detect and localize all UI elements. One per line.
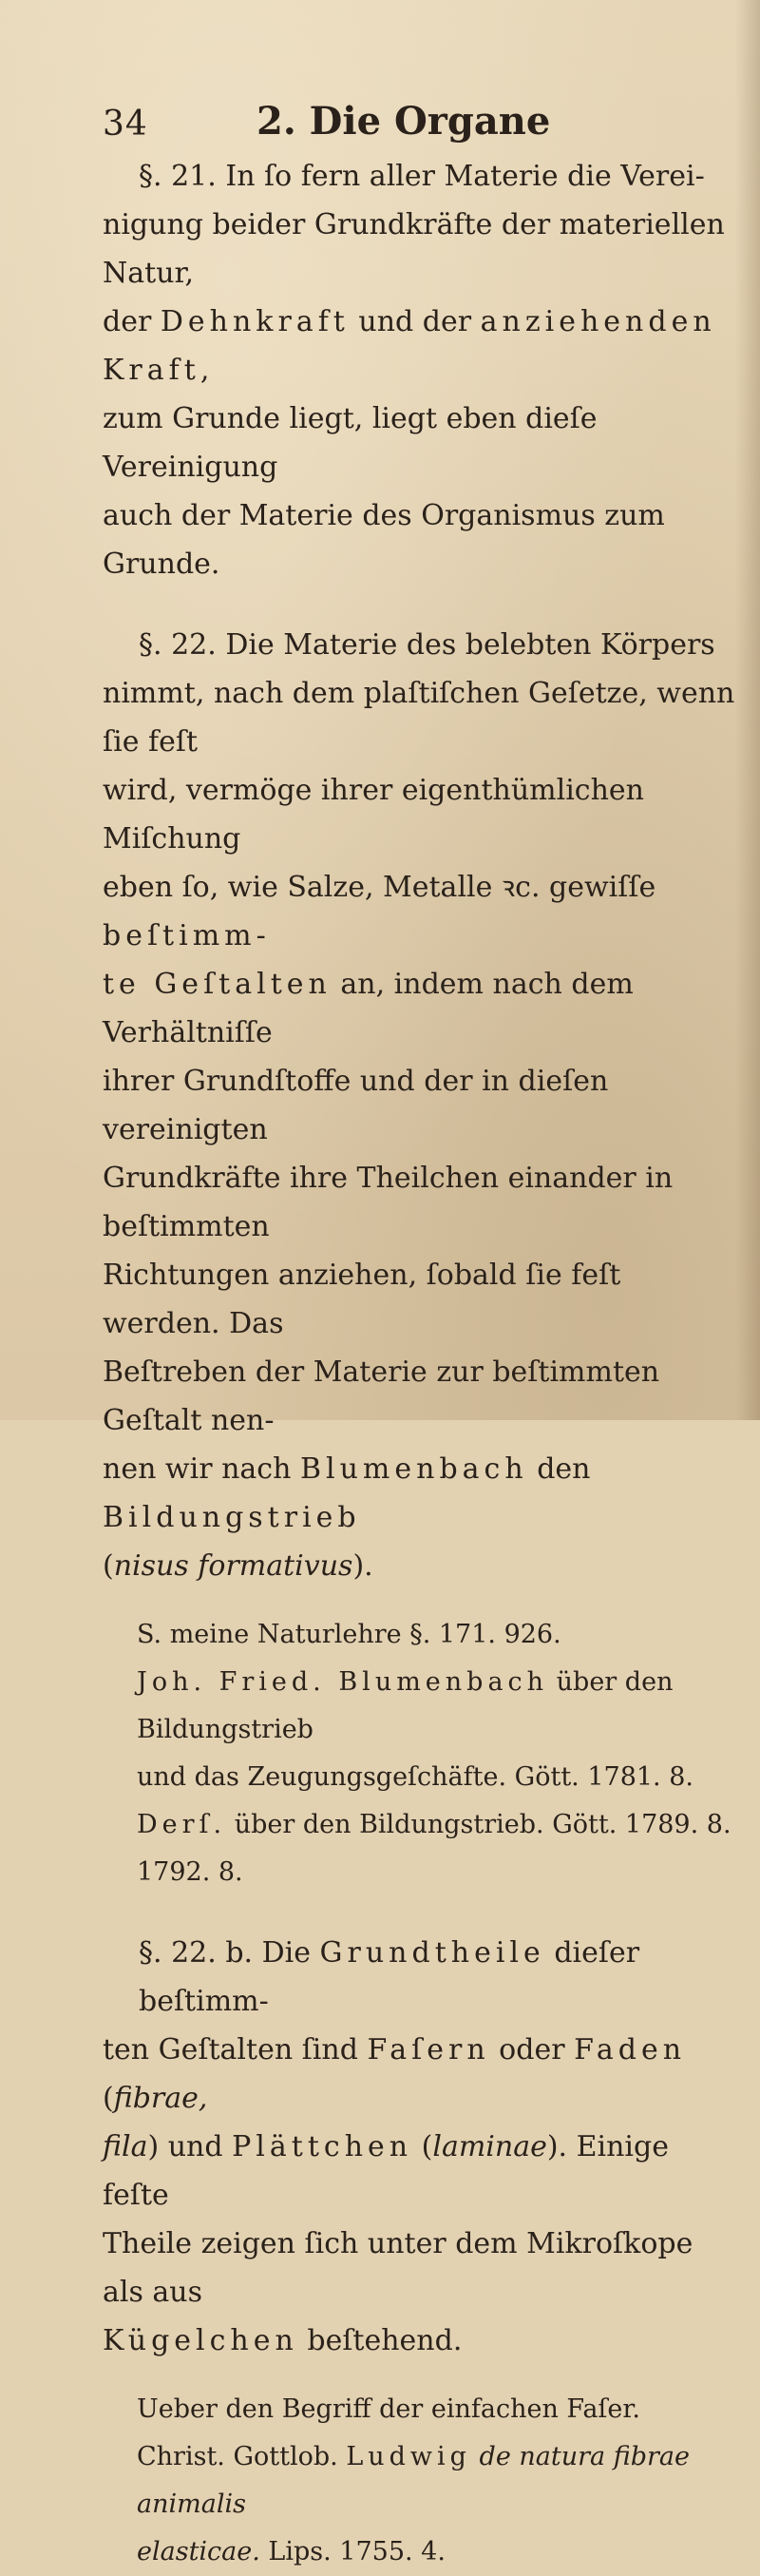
body-text [103,152,739,2576]
line-text: Die [261,1936,320,1970]
line-text: Die Materie des belebten Körpers [225,628,715,662]
page-header [103,91,692,144]
text-line: Richtungen anziehen, ſobald ſie feſt werden. Das [103,1259,621,1340]
spaced-term: Faden [574,2033,687,2067]
line-text: ten Geſtalten ſind [103,2033,368,2067]
section-mark: §. 22. [139,628,217,662]
text-line [103,298,739,394]
text-line [103,621,739,669]
latin-title: de natura fibrae animalis [137,2442,690,2519]
text-line: Grundkräfte ihre Theilchen einander in beſtimmten [103,1162,674,1243]
text-line [103,1929,739,2026]
references-s22b [103,2386,739,2576]
paragraph-s21 [103,152,739,588]
line-text: über den Bildungstrieb [137,1667,674,1744]
spaced-author: Ludwig [346,2442,471,2471]
section-mark: §. 22. b. [139,1936,254,1970]
line-text: ). Einige feſte [103,2130,669,2212]
running-head: 2. Die Organe [256,99,551,144]
line-text: ). [352,1549,373,1583]
spaced-author: Derſ. [137,1810,227,1839]
line-text: ( [412,2130,433,2163]
spaced-term: Dehnkraft [160,305,350,338]
line-text: den [527,1452,591,1486]
text-line: Beſtreben der Materie zur beſtimmten Geſtalt nen- [103,1355,660,1437]
line-text: der [103,305,161,338]
spaced-term: Kügelchen [103,2324,298,2357]
text-line [103,1445,739,1542]
line-text: Lips. 1755. 4. [259,2537,446,2566]
reference-line [103,2528,739,2576]
latin-title: elasticae. [137,2537,260,2566]
text-line [103,960,739,1057]
spaced-author: Joh. Fried. Blumenbach [137,1667,549,1697]
section-mark: §. 21. [139,160,217,193]
references-s22 [103,1611,739,1896]
reference-line: S. meine Naturlehre §. 171. 926. [137,1620,561,1649]
spaced-term: Faſern [367,2033,490,2067]
line-text: , [200,354,210,387]
paragraph-s22 [103,621,739,1590]
spaced-term: anziehenden Kraft [103,305,716,387]
text-line [103,2026,739,2123]
line-text: eben ſo, wie Salze, Metalle ꝛc. gewiſſe [103,871,656,904]
line-text: ( [103,2082,114,2115]
text-line [103,1542,739,1590]
reference-line [103,2433,739,2528]
line-text: und der [349,305,481,338]
text-line [103,863,739,960]
line-text: beſtehend. [297,2324,463,2357]
spaced-term: beſtimm- [103,919,271,952]
spaced-term: Plättchen [232,2130,413,2163]
text-line [103,2123,739,2220]
reference-line: Ueber den Begriff der einfachen Faſer. [137,2394,640,2424]
line-text: nen wir nach [103,1452,300,1486]
line-text: ) und [147,2130,233,2163]
text-line: ihrer Grundſtoffe und der in dieſen vereinigten [103,1065,609,1146]
line-text: oder [489,2033,575,2067]
text-line: Theile zeigen ſich unter dem Mikroſkope als aus [103,2227,694,2309]
text-line [103,2316,739,2365]
text-line: wird, vermöge ihrer eigenthümlichen Miſchung [103,774,644,855]
spaced-term: te Geſtalten [103,968,332,1001]
line-text: In ſo fern aller Materie die Verei- [225,160,705,193]
spaced-term: Bildungstrieb [103,1501,361,1534]
reference-line [103,1659,739,1754]
latin-term: laminae [432,2130,547,2163]
spaced-term: Grundtheile [319,1936,545,1970]
text-line [103,152,739,201]
latin-term: fila [103,2130,148,2163]
latin-term: nisus formativus [113,1549,353,1583]
text-line: auch der Materie des Organismus zum Grunde. [103,499,665,581]
line-text: über den Bildungstrieb. Gött. 1789. 8. 1792. 8. [137,1810,732,1887]
line-text: Christ. Gottlob. [137,2442,347,2471]
text-line: nigung beider Grundkräfte der materiellen Natur, [103,208,725,290]
line-text: ( [103,1549,114,1583]
page-number: 34 [103,105,148,144]
line-text: an, indem nach dem Verhältniſſe [103,968,634,1049]
text-line: zum Grunde liegt, liegt eben dieſe Vereinigung [103,402,598,484]
text-line: nimmt, nach dem plaſtiſchen Geſetze, wenn ſie feſt [103,677,735,759]
latin-term: fibrae, [113,2082,208,2115]
reference-line [103,1801,739,1896]
paragraph-s22b [103,1929,739,2365]
spaced-term: Blumenbach [299,1452,528,1486]
reference-line: und das Zeugungsgeſchäfte. Gött. 1781. 8. [137,1762,694,1792]
line-text: dieſer beſtimm- [139,1936,640,2018]
